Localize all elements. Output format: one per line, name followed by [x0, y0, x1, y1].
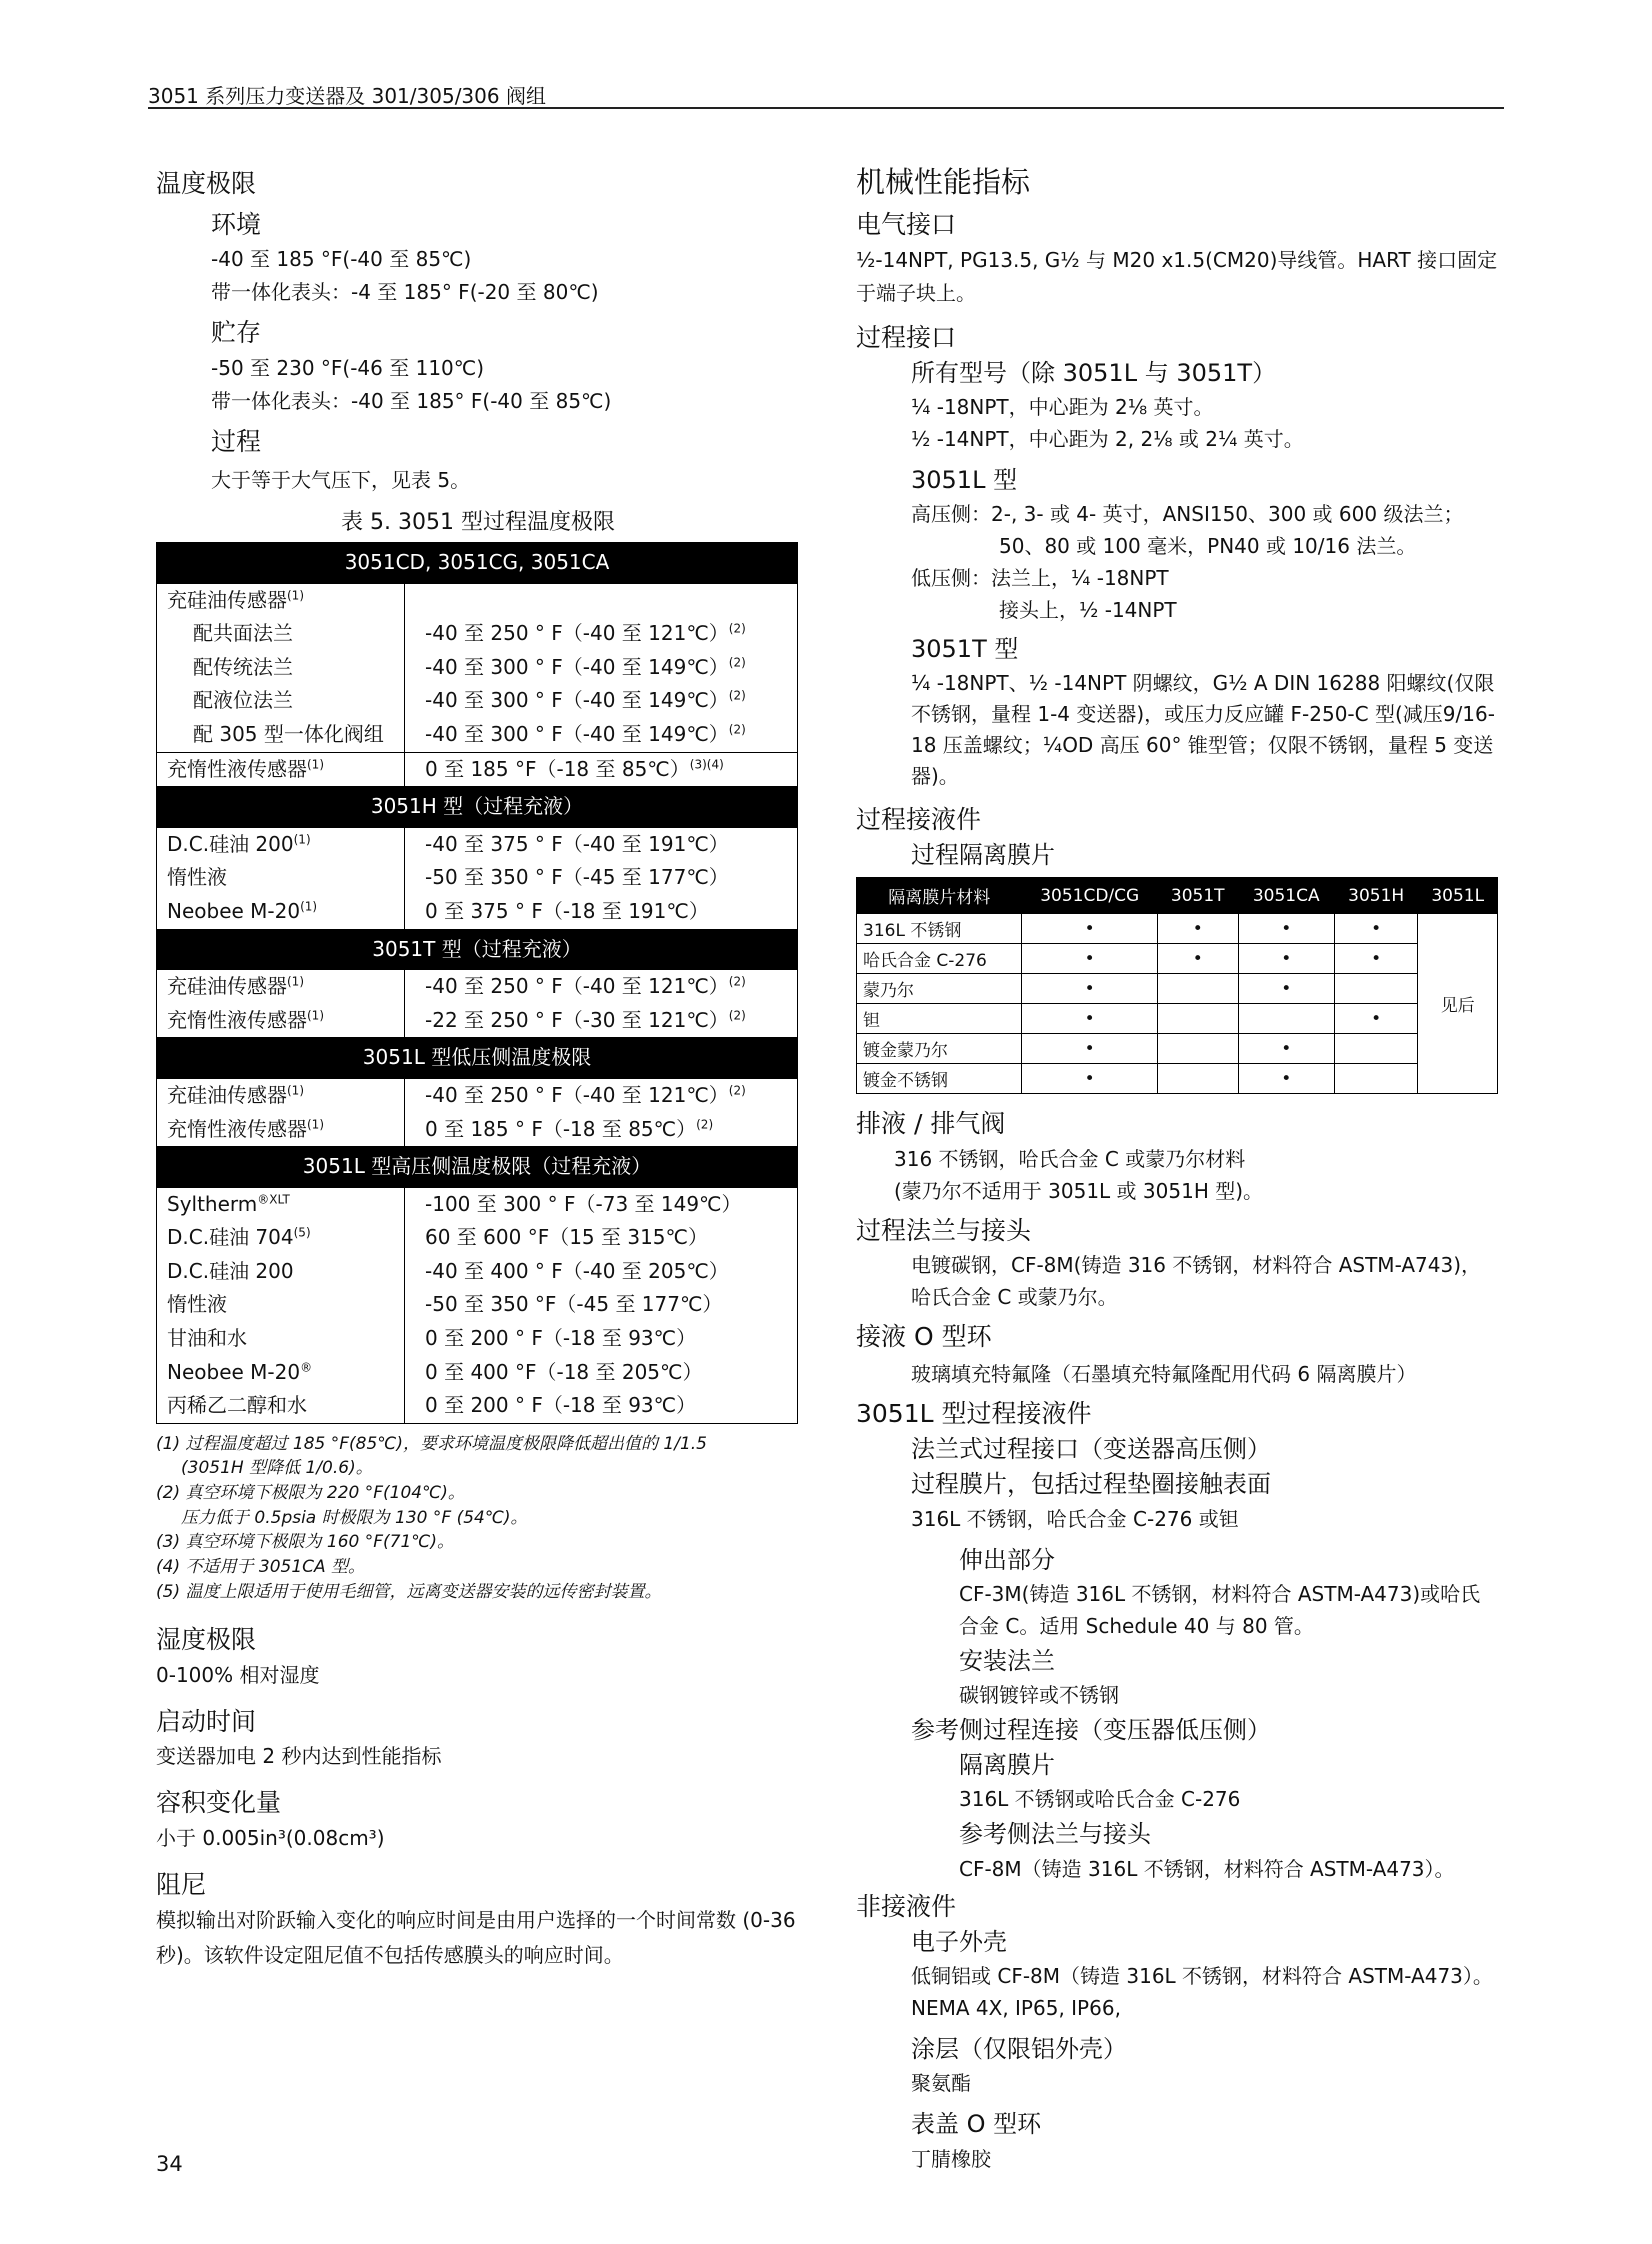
fill-fluid-label-note: (1)	[307, 756, 324, 771]
coating-text: 聚氨酯	[911, 2071, 971, 2096]
fill-fluid-label-note: (1)	[300, 899, 318, 914]
availability-mark	[1334, 1064, 1417, 1094]
model-3051t-text: ¼ -18NPT、½ -14NPT 阴螺纹，G½ A DIN 16288 阳螺纹(仅限不锈钢，量程 1-4 变送器)，或压力反应罐 F-250-C 型(减压9/16-18 压盖螺纹；¼OD 高压 60° 锥型管；仅限不锈钢，量程 5 变送器)。	[911, 670, 1495, 788]
isolating-diaphragm-heading: 过程隔离膜片	[911, 841, 1055, 870]
temperature-range-note: (3)(4)	[689, 756, 724, 771]
temperature-range	[425, 970, 787, 1004]
temperature-range-text: 0 至 185 ° F（-18 至 85℃）	[425, 1116, 697, 1141]
availability-mark	[1157, 974, 1238, 1004]
fill-fluid-label-text: Syltherm	[167, 1191, 258, 1216]
column-header: 3051H	[1334, 878, 1417, 914]
availability-mark: •	[1238, 974, 1334, 1004]
temperature-limits-heading: 温度极限	[156, 169, 257, 198]
temperature-range-text: 0 至 200 ° F（-18 至 93℃）	[425, 1326, 697, 1351]
fill-fluid-label-text: 甘油和水	[167, 1326, 247, 1351]
material-cell: 镀金蒙乃尔	[857, 1034, 1022, 1064]
model-3051l-line-1: 高压侧：2-, 3- 或 4- 英寸，ANSI150、300 或 600 级法兰；	[911, 502, 1464, 527]
temperature-range-note: (2)	[728, 655, 746, 670]
fill-fluid-label-text: D.C.硅油 704	[167, 1225, 294, 1250]
startup-heading: 启动时间	[156, 1706, 257, 1736]
temperature-range-note: (2)	[728, 1083, 746, 1098]
fill-fluid-label-note: (5)	[293, 1225, 311, 1240]
all-models-line-2: ½ -14NPT，中心距为 2, 2⅛ 或 2¼ 英寸。	[911, 427, 1304, 452]
temperature-range-text: 60 至 600 °F（15 至 315℃）	[425, 1225, 708, 1250]
fluid-cell	[157, 752, 405, 787]
limit-cell	[405, 583, 798, 752]
availability-mark	[1157, 1064, 1238, 1094]
temperature-range-note: (2)	[728, 688, 746, 703]
temperature-range-note: (2)	[728, 722, 746, 737]
temperature-range-text: 0 至 185 °F（-18 至 85℃）	[425, 756, 690, 781]
availability-mark: •	[1334, 944, 1417, 974]
running-header: 3051 系列压力变送器及 301/305/306 阀组	[148, 84, 546, 108]
fill-fluid-label	[167, 1322, 394, 1356]
process-heading: 过程	[211, 426, 262, 456]
ambient-heading: 环境	[211, 209, 262, 239]
fill-fluid-label-text: 配共面法兰	[193, 621, 293, 646]
damping-heading: 阻尼	[156, 1869, 207, 1899]
temperature-range	[425, 1221, 787, 1255]
temperature-range	[425, 651, 787, 685]
temperature-range-text: -100 至 300 ° F（-73 至 149℃）	[425, 1191, 742, 1216]
fill-fluid-label	[167, 828, 394, 862]
temperature-range-note: (2)	[728, 974, 746, 989]
fill-fluid-label-text: 充硅油传感器	[167, 974, 287, 999]
temperature-range	[425, 895, 787, 929]
humidity-text: 0-100% 相对湿度	[156, 1662, 320, 1687]
fill-fluid-label-note: (1)	[293, 832, 311, 847]
table-section-header: 3051T 型（过程充液）	[157, 929, 798, 970]
coating-heading: 涂层（仅限铝外壳）	[911, 2035, 1127, 2064]
right-column	[856, 160, 1498, 2175]
fill-fluid-label	[167, 617, 394, 651]
temperature-range	[425, 718, 787, 752]
availability-mark	[1334, 1034, 1417, 1064]
electronics-housing-text: 低铜铝或 CF-8M（铸造 316L 不锈钢，材料符合 ASTM-A473）。NEMA 4X, IP65, IP66,	[911, 1964, 1493, 2021]
temperature-range-text: -40 至 300 ° F（-40 至 149℃）	[425, 721, 729, 746]
table-section-header: 3051L 型低压侧温度极限	[157, 1038, 798, 1079]
temperature-range-text: 0 至 200 ° F（-18 至 93℃）	[425, 1393, 697, 1418]
diaphragm-material-table	[856, 877, 1498, 1094]
table-row	[157, 1187, 798, 1423]
ref-isolating-diaphragm-text: 316L 不锈钢或哈氏合金 C-276	[959, 1787, 1241, 1812]
limit-cell	[405, 827, 798, 929]
damping-text: 模拟输出对阶跃输入变化的响应时间是由用户选择的一个时间常数 (0-36 秒)。该软件设定阻尼值不包括传感膜头的响应时间。	[156, 1908, 796, 1968]
table-section-header: 3051CD, 3051CG, 3051CA	[157, 543, 798, 584]
availability-mark: •	[1238, 1064, 1334, 1094]
temperature-range	[425, 1356, 787, 1390]
reference-side-heading: 参考侧过程连接（变压器低压侧）	[911, 1716, 1271, 1744]
column-header: 3051T	[1157, 878, 1238, 914]
material-cell: 镀金不锈钢	[857, 1064, 1022, 1094]
volume-text: 小于 0.005in³(0.08cm³)	[156, 1825, 385, 1850]
temperature-range-text: -40 至 300 ° F（-40 至 149℃）	[425, 688, 729, 713]
table-section-header: 3051L 型高压侧温度极限（过程充液）	[157, 1147, 798, 1188]
page-number: 34	[156, 2152, 183, 2176]
temperature-range	[425, 1004, 787, 1038]
fill-fluid-label	[167, 684, 394, 718]
temperature-range-text: -40 至 250 ° F（-40 至 121℃）	[425, 974, 729, 999]
startup-text: 变送器加电 2 秒内达到性能指标	[156, 1744, 442, 1769]
fill-fluid-label	[167, 753, 394, 787]
availability-mark: •	[1334, 1004, 1417, 1034]
storage-line-2: 带一体化表头：-40 至 185° F(-40 至 85℃)	[211, 388, 612, 413]
temperature-range	[425, 753, 787, 787]
model-3051l-line-3: 低压侧：法兰上，¼ -18NPT	[911, 566, 1169, 591]
fill-fluid-label	[167, 1288, 394, 1322]
temperature-range	[425, 1288, 787, 1322]
footnote: 压力低于 0.5psia 时极限为 130 °F (54℃)。	[181, 1507, 528, 1528]
cover-oring-heading: 表盖 O 型环	[911, 2110, 1042, 2139]
temperature-range-text	[425, 588, 431, 612]
column-header: 3051L	[1418, 878, 1498, 914]
fill-fluid-label-text: 充惰性液传感器	[167, 756, 307, 781]
mechanical-specs-title: 机械性能指标	[856, 165, 1031, 199]
fill-fluid-label	[167, 1004, 394, 1038]
fill-fluid-label-note: ®XLT	[257, 1192, 290, 1207]
footnote: (3051H 型降低 1/0.6)。	[181, 1458, 373, 1479]
fluid-cell	[157, 1187, 405, 1423]
fill-fluid-label	[167, 1221, 394, 1255]
availability-mark: •	[1157, 914, 1238, 944]
limit-cell	[405, 1187, 798, 1423]
availability-mark: •	[1238, 914, 1334, 944]
availability-mark	[1238, 1004, 1334, 1034]
temperature-range	[425, 1079, 787, 1113]
temperature-range-text: -50 至 350 ° F（-45 至 177℃）	[425, 865, 729, 890]
fill-fluid-label	[167, 895, 394, 929]
availability-mark	[1157, 1034, 1238, 1064]
fill-fluid-label	[167, 1356, 394, 1390]
electrical-heading: 电气接口	[856, 210, 957, 239]
temperature-range-note: (2)	[728, 621, 746, 636]
flange-adapter-text: 电镀碳钢，CF-8M(铸造 316 不锈钢，材料符合 ASTM-A743)，哈氏合金 C 或蒙乃尔。	[911, 1253, 1481, 1310]
material-cell: 哈氏合金 C-276	[857, 944, 1022, 974]
footnote: (2) 真空环境下极限为 220 °F(104℃)。	[156, 1483, 465, 1504]
table-row	[157, 752, 798, 787]
table-row	[157, 827, 798, 929]
fill-fluid-label	[167, 861, 394, 895]
temperature-range	[425, 1113, 787, 1147]
fill-fluid-label-text: 配传统法兰	[193, 654, 293, 679]
ref-flange-text: CF-8M（铸造 316L 不锈钢，材料符合 ASTM-A473）。	[959, 1856, 1455, 1881]
temperature-range-note: (2)	[728, 1008, 746, 1023]
footnotes	[156, 1432, 800, 1604]
temperature-range	[425, 617, 787, 651]
model-3051t-heading: 3051T 型	[911, 635, 1019, 664]
material-cell: 316L 不锈钢	[857, 914, 1022, 944]
ambient-line-2: 带一体化表头：-4 至 185° F(-20 至 80℃)	[211, 280, 599, 304]
temperature-range-note: (2)	[696, 1116, 714, 1131]
footnote: (3) 真空环境下极限为 160 °F(71℃)。	[156, 1532, 455, 1553]
availability-mark: •	[1022, 1034, 1157, 1064]
l-wetted-heading: 3051L 型过程接液件	[856, 1398, 1092, 1428]
wetted-oring-heading: 接液 O 型环	[856, 1322, 992, 1352]
process-text: 大于等于大气压下，见表 5。	[211, 468, 471, 492]
fill-fluid-label-text: D.C.硅油 200	[167, 831, 294, 856]
fill-fluid-label-text: 配 305 型一体化阀组	[193, 721, 384, 746]
temperature-range-text: -22 至 250 ° F（-30 至 121℃）	[425, 1007, 729, 1032]
extension-heading: 伸出部分	[959, 1545, 1055, 1574]
table-row	[857, 1034, 1498, 1064]
fill-fluid-label	[167, 1255, 394, 1289]
fill-fluid-label	[167, 970, 394, 1004]
availability-mark: •	[1334, 914, 1417, 944]
footnote: (4) 不适用于 3051CA 型。	[156, 1557, 366, 1578]
diaphragm-gasket-heading: 过程膜片，包括过程垫圈接触表面	[911, 1470, 1271, 1499]
fill-fluid-label	[167, 1113, 394, 1147]
storage-line-1: -50 至 230 °F(-46 至 110℃)	[211, 355, 485, 380]
fill-fluid-label-note: (1)	[307, 1008, 324, 1023]
drain-vent-line-2: (蒙乃尔不适用于 3051L 或 3051H 型)。	[894, 1178, 1264, 1203]
footnote: (1) 过程温度超过 185 °F(85℃)，要求环境温度极限降低超出值的 1/1.5	[156, 1433, 707, 1454]
fill-fluid-label-text: 惰性液	[167, 1292, 227, 1317]
material-cell: 蒙乃尔	[857, 974, 1022, 1004]
fill-fluid-label-text: 配液位法兰	[193, 688, 293, 713]
model-3051l-line-2: 50、80 或 100 毫米，PN40 或 10/16 法兰。	[999, 534, 1417, 559]
limit-cell	[405, 752, 798, 787]
ambient-line-1: -40 至 185 °F(-40 至 85℃)	[211, 247, 472, 271]
column-header: 3051CD/CG	[1022, 878, 1157, 914]
temperature-range	[425, 684, 787, 718]
limit-cell	[405, 1078, 798, 1146]
temperature-range	[425, 1322, 787, 1356]
fill-fluid-label-text: Neobee M-20	[167, 1359, 301, 1384]
process-connection-heading: 过程接口	[856, 322, 957, 352]
table-row	[857, 1064, 1498, 1094]
fill-fluid-label	[167, 1188, 394, 1222]
fill-fluid-label-text: 充硅油传感器	[167, 587, 287, 612]
column-header: 3051CA	[1238, 878, 1334, 914]
temperature-range-text: 0 至 375 ° F（-18 至 191℃）	[425, 898, 709, 923]
fill-fluid-label-text: Neobee M-20	[167, 898, 301, 923]
availability-mark	[1334, 974, 1417, 1004]
fill-fluid-label-text: 充惰性液传感器	[167, 1116, 307, 1141]
extension-text: CF-3M(铸造 316L 不锈钢，材料符合 ASTM-A473)或哈氏合金 C。适用 Schedule 40 与 80 管。	[959, 1581, 1481, 1638]
fill-fluid-label-note: (1)	[287, 974, 304, 989]
table-row	[857, 944, 1498, 974]
fill-fluid-label-text: D.C.硅油 200	[167, 1258, 294, 1283]
temperature-range-text: -40 至 375 ° F（-40 至 191℃）	[425, 831, 729, 856]
fill-fluid-label-note: (1)	[307, 1116, 324, 1131]
table-section-header: 3051H 型（过程充液）	[157, 787, 798, 828]
temperature-range	[425, 1255, 787, 1289]
availability-mark: •	[1238, 944, 1334, 974]
column-header: 隔离膜片材料	[857, 878, 1022, 914]
fluid-cell	[157, 827, 405, 929]
all-models-line-1: ¼ -18NPT，中心距为 2⅛ 英寸。	[911, 395, 1214, 420]
mounting-flange-heading: 安装法兰	[959, 1646, 1055, 1675]
ref-flange-heading: 参考侧法兰与接头	[959, 1820, 1151, 1849]
fill-fluid-label	[167, 584, 394, 618]
temperature-range	[425, 1389, 787, 1423]
drain-vent-line-1: 316 不锈钢，哈氏合金 C 或蒙乃尔材料	[894, 1146, 1246, 1171]
volume-heading: 容积变化量	[156, 1788, 282, 1818]
flanged-connection-heading: 法兰式过程接口（变送器高压侧）	[911, 1435, 1271, 1464]
all-models-heading: 所有型号（除 3051L 与 3051T）	[911, 359, 1277, 387]
fill-fluid-label-text: 充惰性液传感器	[167, 1007, 307, 1032]
availability-mark: •	[1157, 944, 1238, 974]
footnote: (5) 温度上限适用于使用毛细管，远离变送器安装的远传密封装置。	[156, 1581, 662, 1602]
electronics-housing-heading: 电子外壳	[911, 1928, 1007, 1957]
temperature-range-text: -40 至 250 ° F（-40 至 121℃）	[425, 1082, 729, 1107]
temperature-range-text: 0 至 400 °F（-18 至 205℃）	[425, 1359, 703, 1384]
see-later-cell: 见后	[1418, 914, 1498, 1094]
table-row	[157, 970, 798, 1038]
fill-fluid-label-note: ®	[300, 1360, 313, 1374]
fill-fluid-label	[167, 1079, 394, 1113]
wetted-parts-heading: 过程接液件	[856, 804, 982, 834]
header-rule	[148, 107, 1504, 109]
availability-mark: •	[1022, 974, 1157, 1004]
fill-fluid-label	[167, 651, 394, 685]
availability-mark	[1157, 1004, 1238, 1034]
temperature-range	[425, 828, 787, 862]
fill-fluid-label-text: 丙稀乙二醇和水	[167, 1393, 307, 1418]
process-temperature-table	[156, 542, 798, 1424]
cover-oring-text: 丁腈橡胶	[911, 2146, 991, 2171]
fill-fluid-label-note: (1)	[287, 1083, 304, 1098]
table-caption: 表 5. 3051 型过程温度极限	[341, 510, 615, 535]
table-row	[857, 914, 1498, 944]
ref-isolating-diaphragm-heading: 隔离膜片	[959, 1751, 1055, 1780]
fill-fluid-label	[167, 1389, 394, 1423]
material-cell: 钽	[857, 1004, 1022, 1034]
flange-adapter-heading: 过程法兰与接头	[856, 1215, 1032, 1245]
storage-heading: 贮存	[211, 318, 262, 347]
availability-mark: •	[1022, 914, 1157, 944]
fill-fluid-label	[167, 718, 394, 752]
fluid-cell	[157, 583, 405, 752]
fluid-cell	[157, 1078, 405, 1146]
drain-vent-heading: 排液 / 排气阀	[856, 1109, 1006, 1139]
availability-mark: •	[1022, 1004, 1157, 1034]
availability-mark: •	[1022, 944, 1157, 974]
limit-cell	[405, 970, 798, 1038]
electrical-text: ½-14NPT, PG13.5, G½ 与 M20 x1.5(CM20)导线管。HART 接口固定于端子块上。	[856, 247, 1498, 305]
left-column	[156, 160, 800, 1973]
table-row	[157, 583, 798, 752]
table-row	[857, 974, 1498, 1004]
temperature-range	[425, 861, 787, 895]
non-wetted-heading: 非接液件	[856, 1891, 957, 1921]
temperature-range-text: -50 至 350 °F（-45 至 177℃）	[425, 1292, 723, 1317]
humidity-heading: 湿度极限	[156, 1625, 257, 1655]
mounting-flange-text: 碳钢镀锌或不锈钢	[959, 1683, 1119, 1707]
temperature-range-text: -40 至 300 ° F（-40 至 149℃）	[425, 654, 729, 679]
model-3051l-line-4: 接头上，½ -14NPT	[999, 598, 1177, 623]
temperature-range-text: -40 至 250 ° F（-40 至 121℃）	[425, 621, 729, 646]
temperature-range-text: -40 至 400 ° F（-40 至 205℃）	[425, 1258, 729, 1283]
table-row	[857, 1004, 1498, 1034]
availability-mark: •	[1238, 1034, 1334, 1064]
fluid-cell	[157, 970, 405, 1038]
table-row	[157, 1078, 798, 1146]
diaphragm-gasket-text: 316L 不锈钢，哈氏合金 C-276 或钽	[911, 1506, 1239, 1531]
fill-fluid-label-text: 惰性液	[167, 865, 227, 890]
fill-fluid-label-text: 充硅油传感器	[167, 1082, 287, 1107]
availability-mark: •	[1022, 1064, 1157, 1094]
temperature-range	[425, 584, 787, 618]
temperature-range	[425, 1188, 787, 1222]
model-3051l-heading: 3051L 型	[911, 466, 1018, 495]
wetted-oring-text: 玻璃填充特氟隆（石墨填充特氟隆配用代码 6 隔离膜片）	[911, 1361, 1417, 1386]
fill-fluid-label-note: (1)	[287, 587, 304, 602]
